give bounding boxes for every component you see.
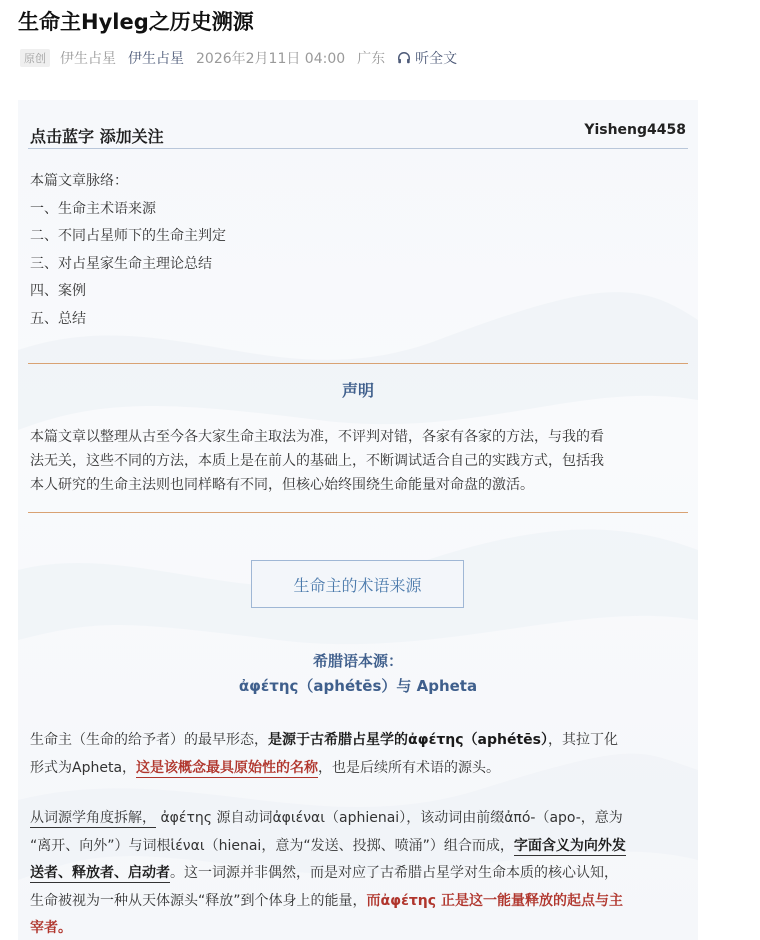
publish-date: 2026年2月11日 04:00 [196, 51, 346, 67]
text-run: 生命主（生命的给予者）的最早形态， [30, 732, 268, 748]
outline-item: 二、不同占星师下的生命主判定 [30, 228, 226, 244]
highlight-text: 宰者。 [30, 920, 72, 936]
bold-text: 是源于古希腊占星学的ἀφέτης（aphétēs） [268, 732, 549, 748]
greek-term-heading: ἀφέτης（aphétēs）与 Apheta [238, 677, 478, 695]
follow-prompt[interactable]: 点击蓝字 添加关注 [30, 127, 164, 146]
bold-underlined-text: 送者、释放者、启动者 [30, 865, 170, 881]
greek-origin-heading: 希腊语本源： [312, 652, 403, 670]
article-body-card [18, 100, 698, 940]
paragraph-origin [30, 726, 690, 782]
outline-item: 一、生命主术语来源 [30, 200, 156, 217]
declaration-text [30, 425, 690, 497]
text-run: ，其拉丁化 [548, 732, 619, 748]
text-run: 。这一词源并非偶然，而是对应了古希腊占星学对生命本质的核心认知， [170, 865, 618, 881]
declaration-line: 本篇文章以整理从古至今各大家生命主取法为准，不评判对错，各家有各家的方法，与我的看 [30, 429, 604, 445]
highlight-text: 而ἀφέτης 正是这一能量释放的起点与主 [366, 892, 623, 909]
text-run: “离开、向外”）与词根ἱέναι（hienai，意为“发送、投掷、喷涌”）组合而成， [30, 837, 514, 854]
outline-item: 四、案例 [30, 283, 86, 299]
source-name: 伊生占星 [60, 51, 116, 67]
declaration-bottom-divider [28, 512, 688, 513]
highlight-text: 这是该概念最具原始性的名称 [136, 760, 319, 776]
text-run: ，也是后续所有术语的源头。 [318, 760, 501, 776]
headphones-icon [397, 51, 411, 65]
publish-location: 广东 [357, 51, 386, 67]
text-run: ἀφέτης 源自动词ἀφιέναι（aphienai），该动词由前缀ἀπό-（apo-，意为 [156, 810, 623, 826]
declaration-title: 声明 [341, 381, 374, 400]
underlined-text: 从词源学角度拆解， [30, 810, 156, 826]
author-link[interactable]: 伊生占星 [128, 51, 184, 67]
declaration-top-divider [28, 363, 688, 364]
outline-item: 三、对占星家生命主理论总结 [30, 255, 212, 272]
declaration-line: 本人研究的生命主法则也同样略有不同，但核心始终围绕生命能量对命盘的激活。 [30, 477, 534, 493]
outline-item: 五、总结 [30, 310, 86, 327]
text-run: 形式为Apheta， [30, 760, 137, 776]
article-title: 生命主Hyleg之历史溯源 [18, 10, 254, 34]
header-divider [28, 148, 688, 149]
account-handle: Yisheng4458 [584, 122, 686, 138]
outline-heading: 本篇文章脉络： [30, 173, 128, 189]
section-title-box: 生命主的术语来源 [251, 560, 464, 608]
article-meta [20, 48, 457, 68]
paragraph-etymology [30, 805, 690, 940]
text-run: 生命被视为一种从天体源头“释放”到个体身上的能量， [30, 892, 367, 909]
declaration-line: 法无关，这些不同的方法，本质上是在前人的基础上，不断调试适合自己的实践方式，包括我 [30, 453, 604, 469]
listen-button[interactable] [397, 48, 457, 68]
original-badge: 原创 [20, 49, 50, 67]
listen-label: 听全文 [415, 51, 458, 67]
article-outline [30, 168, 226, 333]
bold-underlined-text: 字面含义为向外发 [513, 837, 626, 854]
